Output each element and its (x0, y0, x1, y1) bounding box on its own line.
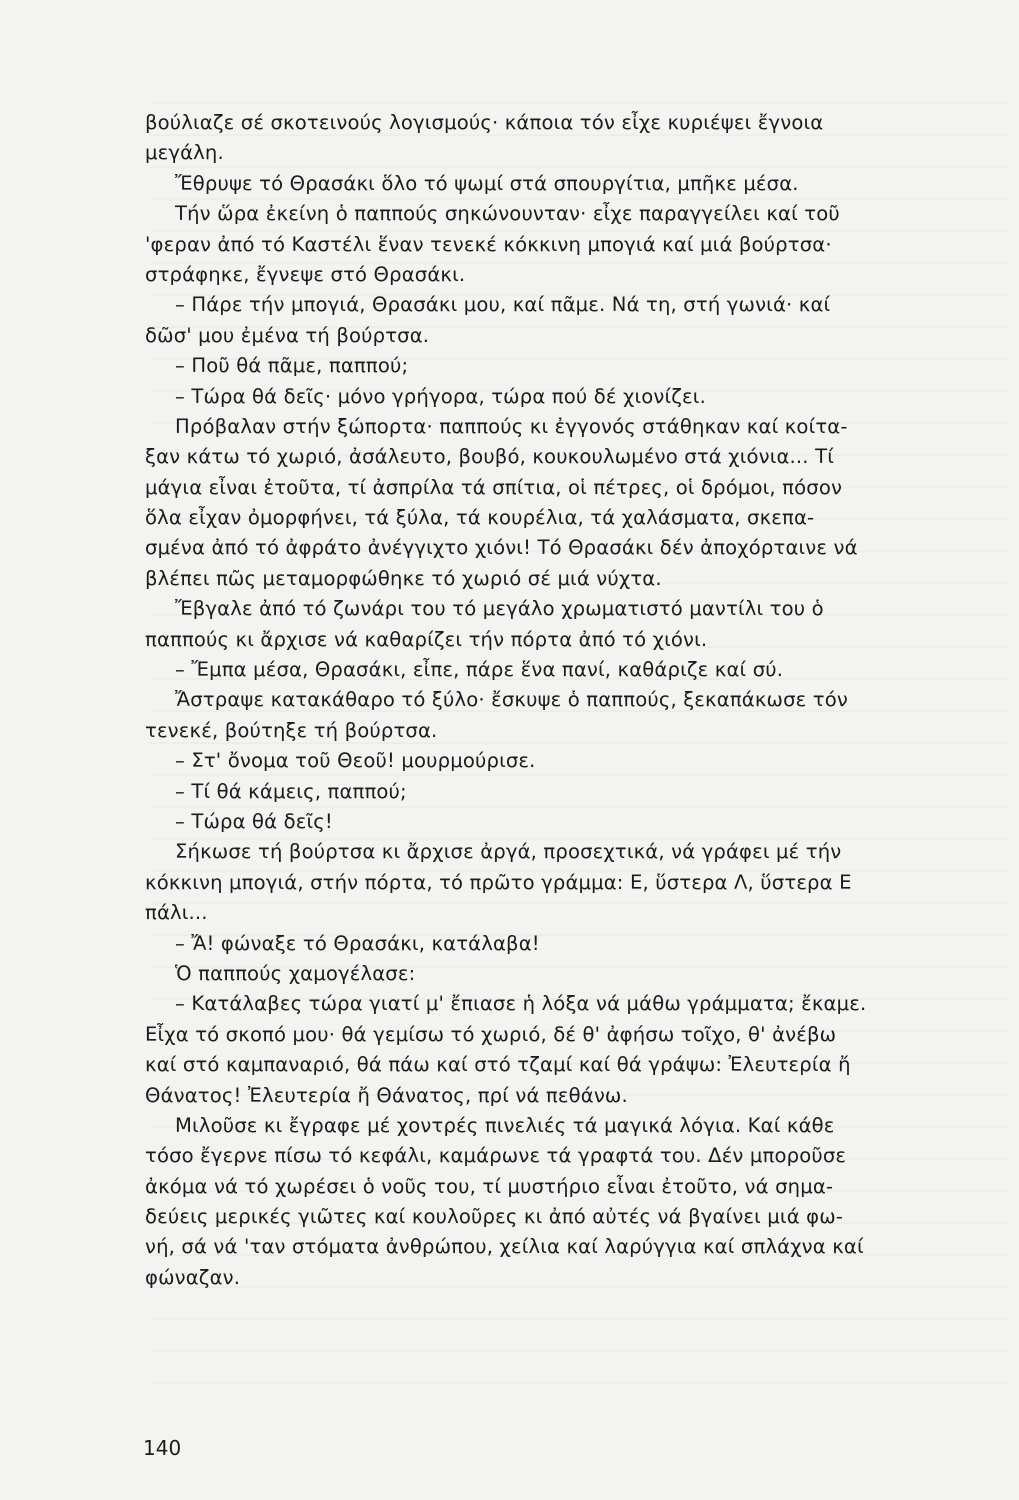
text-line: νή, σά νά 'ταν στόματα ἀνθρώπου, χείλια καί λαρύγγια καί σπλάχνα καί (145, 1235, 864, 1259)
text-line: δῶσ' μου ἐμένα τή βούρτσα. (145, 323, 430, 347)
text-line: Ἔθρυψε τό Θρασάκι ὅλο τό ψωμί στά σπουργίτια, μπῆκε μέσα. (175, 171, 799, 195)
text-line: Θάνατος! Ἐλευτερία ἤ Θάνατος, πρί νά πεθάνω. (145, 1083, 628, 1107)
text-line: Μιλοῦσε κι ἔγραφε μέ χοντρές πινελιές τά μαγικά λόγια. Καί κάθε (175, 1113, 835, 1137)
text-line: σμένα ἀπό τό ἀφράτο ἀνέγγιχτο χιόνι! Τό Θρασάκι δέν ἀποχόρταινε νά (145, 536, 858, 560)
text-line: μεγάλη. (145, 141, 224, 165)
text-line: Σήκωσε τή βούρτσα κι ἄρχισε ἀργά, προσεχτικά, νά γράφει μέ τήν (175, 840, 842, 864)
text-line: βούλιαζε σέ σκοτεινούς λογισμούς· κάποια τόν εἶχε κυριέψει ἔγνοια (145, 111, 824, 134)
text-line: καί στό καμπαναριό, θά πάω καί στό τζαμί καί θά γράψω: Ἐλευτερία ἤ (145, 1053, 851, 1077)
text-line: – Πάρε τήν μπογιά, Θρασάκι μου, καί πᾶμε. Νά τη, στή γωνιά· καί (175, 293, 831, 317)
text-line: δεύεις μερικές γιῶτες καί κουλοῦρες κι ἀπό αὐτές νά βγαίνει μιά φω- (145, 1205, 844, 1229)
text-line: – Τώρα θά δεῖς· μόνο γρήγορα, τώρα πού δέ χιονίζει. (175, 384, 706, 408)
text-line: τενεκέ, βούτηξε τή βούρτσα. (145, 718, 438, 742)
text-line: παππούς κι ἄρχισε νά καθαρίζει τήν πόρτα ἀπό τό χιόνι. (145, 627, 708, 651)
body-text (145, 108, 993, 1293)
text-line: Ἄστραψε κατακάθαρο τό ξύλο· ἔσκυψε ὁ παππούς, ξεκαπάκωσε τόν (175, 688, 848, 712)
text-line: 'φεραν ἀπό τό Καστέλι ἕναν τενεκέ κόκκινη μπογιά καί μιά βούρτσα· (145, 232, 832, 256)
text-line: βλέπει πῶς μεταμορφώθηκε τό χωριό σέ μιά νύχτα. (145, 566, 662, 590)
text-line: – Ποῦ θά πᾶμε, παππού; (175, 354, 409, 378)
text-line: φώναζαν. (145, 1265, 241, 1289)
text-line: – Κατάλαβες τώρα γιατί μ' ἔπιασε ἡ λόξα νά μάθω γράμματα; ἔκαμε. (175, 992, 867, 1016)
text-line: ἀκόμα νά τό χωρέσει ὁ νοῦς του, τί μυστήριο εἶναι ἐτοῦτο, νά σημα- (145, 1174, 834, 1198)
text-line: ξαν κάτω τό χωριό, ἀσάλευτο, βουβό, κουκουλωμένο στά χιόνια... Τί (145, 445, 834, 469)
text-line: Πρόβαλαν στήν ξώπορτα· παππούς κι ἐγγονός στάθηκαν καί κοίτα- (175, 414, 848, 438)
text-line: – Ἄ! φώναξε τό Θρασάκι, κατάλαβα! (175, 931, 540, 955)
text-line: – Τί θά κάμεις, παππού; (175, 779, 407, 803)
text-line: πάλι... (145, 901, 208, 925)
text-line: μάγια εἶναι ἐτοῦτα, τί ἀσπρίλα τά σπίτια, οἱ πέτρες, οἱ δρόμοι, πόσον (145, 475, 843, 499)
text-line: Ὁ παππούς χαμογέλασε: (175, 961, 416, 985)
text-line: – Ἔμπα μέσα, Θρασάκι, εἶπε, πάρε ἕνα πανί, καθάριζε καί σύ. (175, 658, 784, 682)
text-line: – Τώρα θά δεῖς! (175, 809, 333, 833)
text-line: στράφηκε, ἔγνεψε στό Θρασάκι. (145, 262, 466, 286)
text-line: ὅλα εἶχαν ὀμορφήνει, τά ξύλα, τά κουρέλια, τά χαλάσματα, σκεπα- (145, 506, 815, 530)
text-line: κόκκινη μπογιά, στήν πόρτα, τό πρῶτο γράμμα: Ε, ὕστερα Λ, ὕστερα Ε (145, 870, 852, 894)
page-number: 140 (143, 1436, 182, 1460)
text-line: – Στ' ὄνομα τοῦ Θεοῦ! μουρμούρισε. (175, 749, 536, 773)
text-line: Ἔβγαλε ἀπό τό ζωνάρι του τό μεγάλο χρωματιστό μαντίλι του ὁ (175, 597, 824, 621)
text-line: τόσο ἔγερνε πίσω τό κεφάλι, καμάρωνε τά γραφτά του. Δέν μποροῦσε (145, 1144, 847, 1168)
text-line: Τήν ὥρα ἐκείνη ὁ παππούς σηκώνουνταν· εἶχε παραγγείλει καί τοῦ (175, 202, 840, 226)
text-line: Εἶχα τό σκοπό μου· θά γεμίσω τό χωριό, δέ θ' ἀφήσω τοῖχο, θ' ἀνέβω (145, 1022, 837, 1046)
